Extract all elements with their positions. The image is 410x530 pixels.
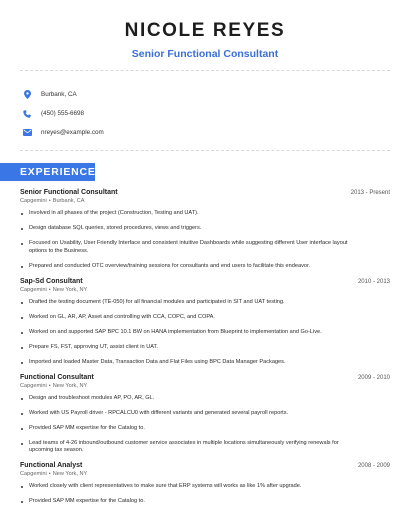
candidate-name: NICOLE REYES	[124, 20, 286, 41]
job-title: Functional Consultant	[20, 373, 94, 381]
resume-header	[0, 0, 410, 60]
job-entry	[20, 189, 390, 271]
contact-phone-text: (450) 555-6698	[41, 110, 85, 117]
job-location: New York, NY	[52, 382, 88, 389]
job-bullets	[20, 483, 390, 506]
job-bullets	[20, 299, 390, 367]
header-divider	[20, 70, 390, 71]
job-location: New York, NY	[52, 471, 88, 478]
phone-icon	[22, 109, 32, 119]
job-company: Capgemini	[20, 286, 47, 293]
job-bullet: Involved in all phases of the project (Construction, Testing and UAT).	[20, 210, 390, 218]
email-icon	[22, 128, 32, 138]
job-bullet: Provided SAP MM expertise for the Catalog to.	[20, 425, 390, 433]
job-company: Capgemini	[20, 198, 47, 204]
candidate-title: Senior Functional Consultant	[131, 48, 279, 60]
job-bullet: Design and troubleshoot modules AP, PO, AR, GL.	[20, 395, 390, 403]
contact-location-text: Burbank, CA	[41, 91, 77, 98]
job-dates: 2013 - Present	[350, 190, 390, 196]
job-entry	[20, 462, 390, 506]
job-bullet: Drafted the testing document (TE-050) for all financial modules and participated in SIT and UAT testing.	[20, 299, 390, 307]
experience-list	[20, 189, 390, 506]
job-entry	[20, 278, 390, 367]
job-company-line: Capgemini • New York, NY	[20, 382, 88, 389]
job-company-line: Capgemini • New York, NY	[20, 471, 88, 478]
job-bullet: Worked closely with client representatives to make sure that ERP systems will works as like 1% after upgrade.	[20, 483, 390, 491]
job-dates: 2009 - 2010	[357, 374, 390, 381]
job-location: Burbank, CA	[52, 198, 85, 204]
job-bullets	[20, 210, 390, 271]
job-location: New York, NY	[52, 286, 88, 293]
job-bullet: Prepared and conducted OTC overview/training sessions for consultants and end users to facilitate this endeavor.	[20, 263, 390, 271]
contact-email	[22, 123, 410, 142]
contact-phone	[22, 104, 410, 123]
job-company: Capgemini	[20, 382, 47, 389]
job-company-line: Capgemini • New York, NY	[20, 286, 88, 293]
experience-heading-band	[0, 163, 95, 181]
contact-location	[22, 85, 410, 104]
job-bullet: Worked on and supported SAP BPC 10.1 BW on HANA implementation from Blueprint to implementation and Go-Live.	[20, 329, 390, 337]
job-bullet: Design database SQL queries, stored procedures, views and triggers.	[20, 225, 390, 233]
experience-heading: EXPERIENCE	[20, 166, 96, 178]
job-title: Senior Functional Consultant	[20, 189, 118, 196]
job-bullet: Worked on GL, AR, AP, Asset and controlling with CCA, COPC, and COPA.	[20, 314, 390, 322]
location-pin-icon	[22, 90, 32, 100]
job-bullet: Lead teams of 4-26 inbound/outbound customer service associates in multiple locations simultaneously verifying renewals for upcoming tax season.	[20, 440, 390, 456]
job-entry	[20, 374, 390, 456]
contact-list	[22, 85, 410, 142]
job-bullet: Focused on Usability, User Friendly Interface and consistent intuitive Dashboards while suggesting different User interface layout options to the Business.	[20, 240, 390, 256]
job-bullet: Prepare FS, FST, approving UT, assist client in UAT.	[20, 344, 390, 352]
job-dates: 2010 - 2013	[357, 278, 390, 285]
job-dates: 2008 - 2009	[357, 463, 390, 470]
job-bullet: Provided SAP MM expertise for the Catalog to.	[20, 498, 390, 506]
job-title: Functional Analyst	[20, 462, 83, 470]
job-company: Capgemini	[20, 471, 47, 478]
job-title: Sap-Sd Consultant	[20, 277, 83, 285]
job-bullets	[20, 395, 390, 456]
job-bullet: Worked with US Payroll driver - RPCALCU0 with different variants and generated several payroll reports.	[20, 410, 390, 418]
contact-divider	[20, 150, 390, 151]
job-bullet: Imported and loaded Master Data, Transaction Data and Flat Files using BPC Data Manager Packages.	[20, 359, 390, 367]
contact-email-text: nreyes@example.com	[41, 129, 104, 136]
job-company-line: Capgemini • Burbank, CA	[20, 198, 85, 204]
